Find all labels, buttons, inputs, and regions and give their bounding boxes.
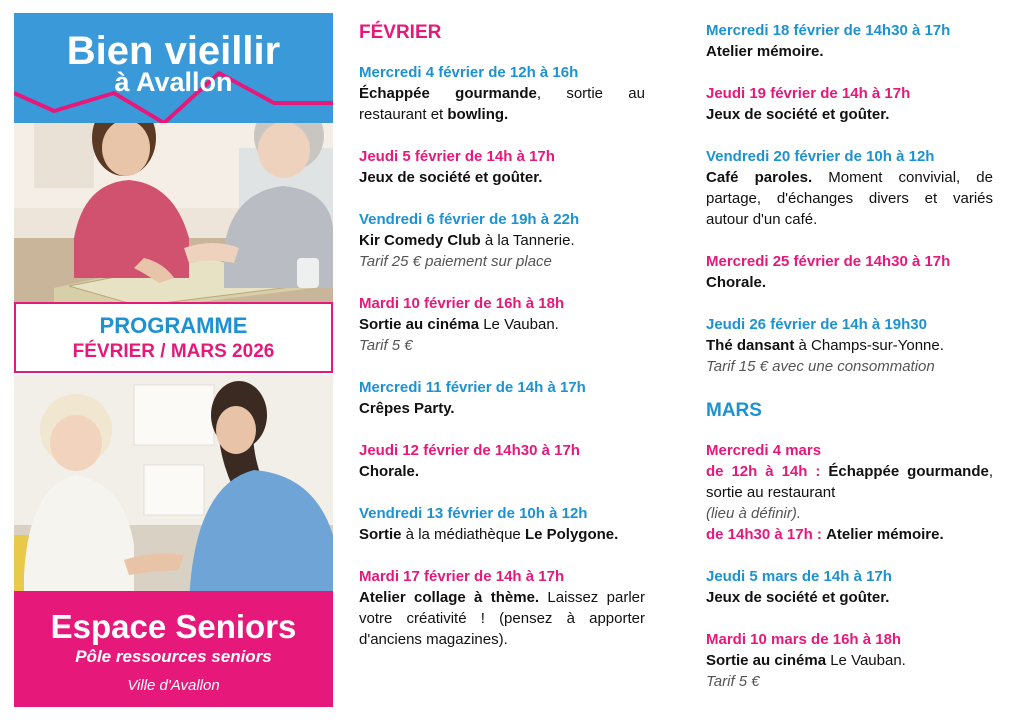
- title-banner: [14, 13, 333, 123]
- event-description: à la médiathèque: [401, 526, 525, 543]
- event-date: Vendredi 6 février de 19h à 22h: [359, 211, 580, 228]
- event-price: Tarif 5 €: [706, 673, 760, 690]
- event-item: [359, 566, 645, 650]
- event-title: Kir Comedy Club: [359, 232, 481, 249]
- event-price: Tarif 15 € avec une consommation: [706, 358, 935, 375]
- footer-title: Espace Seniors: [50, 608, 297, 645]
- event-title-extra: Le Polygone.: [524, 526, 619, 543]
- footer-subtitle: Pôle ressources seniors: [75, 647, 272, 666]
- event-item: [706, 566, 993, 608]
- event-item: [706, 83, 993, 125]
- event-description: , sortie au restaurant: [706, 463, 994, 501]
- event-date: Mercredi 4 mars: [706, 442, 822, 459]
- event-item: [706, 146, 993, 230]
- event-date: Jeudi 12 février de 14h30 à 17h: [359, 442, 580, 459]
- event-title: Thé dansant: [706, 337, 795, 354]
- event-item: [706, 314, 993, 377]
- event-price: Tarif 5 €: [359, 337, 413, 354]
- event-title: Chorale.: [706, 274, 767, 291]
- event-item: [359, 377, 645, 419]
- event-item: [359, 293, 645, 356]
- footer-city: Ville d'Avallon: [127, 677, 220, 694]
- event-item: [359, 62, 645, 125]
- event-date: Jeudi 26 février de 14h à 19h30: [706, 316, 927, 333]
- event-date: Mercredi 25 février de 14h30 à 17h: [706, 253, 951, 270]
- event-description: Laissez parler votre créativité ! (pensez à apporter d'anciens magazines).: [359, 589, 645, 648]
- event-title-extra: bowling.: [447, 106, 509, 123]
- event-title: Jeux de société et goûter.: [706, 106, 890, 123]
- event-date: Jeudi 5 mars de 14h à 17h: [706, 568, 892, 585]
- event-date: Mercredi 11 février de 14h à 17h: [359, 379, 586, 396]
- event-price: Tarif 25 € paiement sur place: [359, 253, 552, 270]
- event-date: Mercredi 4 février de 12h à 16h: [359, 64, 579, 81]
- event-title-extra: Atelier mémoire.: [826, 526, 944, 543]
- event-title: Crêpes Party.: [359, 400, 455, 417]
- event-time: de 12h à 14h :: [706, 463, 821, 480]
- event-date: Mardi 17 février de 14h à 17h: [359, 568, 565, 585]
- page-subtitle: à Avallon: [114, 67, 233, 97]
- month-heading-fevrier: FÉVRIER: [359, 22, 442, 43]
- event-title: Sortie au cinéma: [359, 316, 480, 333]
- event-description: Le Vauban.: [479, 316, 559, 333]
- event-title: Sortie: [359, 526, 402, 543]
- event-title: Chorale.: [359, 463, 420, 480]
- programme-period: FÉVRIER / MARS 2026: [72, 341, 275, 362]
- events-column-1: [359, 20, 645, 671]
- event-item: [359, 503, 645, 545]
- programme-box: [14, 302, 333, 373]
- event-item: [706, 20, 993, 62]
- event-date: Mercredi 18 février de 14h30 à 17h: [706, 22, 951, 39]
- event-date: Jeudi 19 février de 14h à 17h: [706, 85, 911, 102]
- event-description: , sortie au restaurant et: [359, 85, 645, 123]
- event-title: Sortie au cinéma: [706, 652, 827, 669]
- event-title: Atelier collage à thème.: [359, 589, 540, 606]
- month-heading-mars: MARS: [706, 400, 762, 421]
- photo-senior-caregiver: [14, 375, 333, 603]
- event-item: [706, 251, 993, 293]
- event-title: Échappée gourmande: [359, 85, 537, 102]
- event-title: Échappée gourmande: [828, 463, 989, 480]
- event-title: Jeux de société et goûter.: [706, 589, 890, 606]
- event-date: Vendredi 13 février de 10h à 12h: [359, 505, 588, 522]
- event-item: [359, 209, 645, 272]
- event-title: Jeux de société et goûter.: [359, 169, 543, 186]
- event-title: Atelier mémoire.: [706, 43, 824, 60]
- event-description: à la Tannerie.: [480, 232, 575, 249]
- event-item: [359, 440, 645, 482]
- programme-label: PROGRAMME: [99, 313, 248, 338]
- event-description: à Champs-sur-Yonne.: [794, 337, 944, 354]
- event-date: Jeudi 5 février de 14h à 17h: [359, 148, 555, 165]
- event-title: Café paroles.: [706, 169, 813, 186]
- event-date: Mardi 10 mars de 16h à 18h: [706, 631, 902, 648]
- event-date: Mardi 10 février de 16h à 18h: [359, 295, 565, 312]
- events-column-2: [706, 20, 993, 713]
- event-item: [706, 629, 993, 692]
- left-panel: [14, 13, 333, 707]
- page-title: Bien vieillir: [66, 29, 281, 73]
- event-time: de 14h30 à 17h :: [706, 526, 822, 543]
- event-date: Vendredi 20 février de 10h à 12h: [706, 148, 935, 165]
- footer-banner: [14, 591, 333, 707]
- event-item: [359, 146, 645, 188]
- event-item: [706, 440, 993, 545]
- event-note: (lieu à définir).: [706, 505, 802, 522]
- event-description: Moment convivial, de partage, d'échanges divers et variés autour d'un café.: [706, 169, 993, 228]
- event-description: Le Vauban.: [826, 652, 906, 669]
